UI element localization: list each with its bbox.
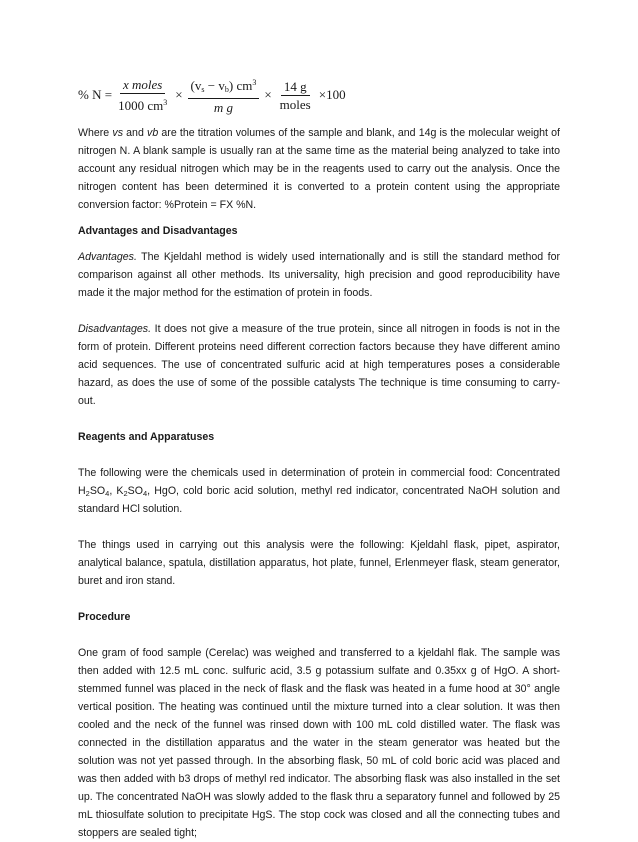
paragraph-disadvantages: Disadvantages. It does not give a measure of the true protein, since all nitrogen in foods is not in the form of protein. Different proteins need different correction factors because they have different amino acid sequences. The use of concentrated sulfuric acid at high temperatures poses a considerable hazard, as does the use of some of the possible catalysts The technique is time consuming to carry-out. xyxy=(78,323,560,407)
fraction-volume xyxy=(188,75,260,115)
f2-num-close: ) cm xyxy=(228,78,253,93)
f2-denominator: m g xyxy=(213,100,233,115)
formula-lhs: % N = xyxy=(78,87,113,102)
heading-procedure: Procedure xyxy=(78,611,131,623)
f2-num-minus: − v xyxy=(204,78,225,93)
paragraph-advantages: Advantages. The Kjeldahl method is widely used internationally and is still the standard method for comparison against all other methods. Its universality, high precision and good reproducibility have made it the major method for the estimation of protein in foods. xyxy=(78,251,560,299)
document-body xyxy=(78,124,560,842)
paragraph-reagents: The following were the chemicals used in determination of protein in commercial food: Concentrated $H_2SO_4$, $K_2SO_4$, HgO, cold boric acid solution, methyl red indicator, concentrated NaOH solution and standard HCl solution. xyxy=(78,467,561,515)
heading-reagents: Reagents and Apparatuses xyxy=(78,431,215,443)
times-sign-1: × xyxy=(175,87,183,102)
label-advantages: Advantages. xyxy=(78,251,137,263)
var-vb: vb xyxy=(147,127,159,139)
paragraph-apparatus: The things used in carrying out this analysis were the following: Kjeldahl flask, pipet, aspirator, analytical balance, spatula, distillation apparatus, hot plate, funnel, Erlenmeyer flask, steam generator, buret and iron stand. xyxy=(78,539,560,587)
nitrogen-formula xyxy=(78,76,398,114)
f2-sub-b: b xyxy=(224,85,229,94)
f2-sub-s: s xyxy=(201,85,205,94)
f3-numerator: 14 g xyxy=(281,79,310,96)
label-disadvantages: Disadvantages. xyxy=(78,323,152,335)
f1-denominator: 1000 cm xyxy=(118,98,164,113)
paragraph-procedure: One gram of food sample (Cerelac) was weighed and transferred to a kjeldahl flak. The sample was then added with 12.5 mL conc. sulfuric acid, 3.5 g potassium sulfate and 0.35xx g of HgO. A short-stemmed funnel was placed in the neck of flask and the flask was heated in a fume hood at 30° angle vertical position. The heating was continued until the mixture turned into a clear solution. It was then cooled and the neck of the funnel was rinsed down with 100 mL cold distilled water. The flask was connected in the distillation apparatus and the water in the steam generator was heated but the solution was not yet passed through. In the absorbing flask, 50 mL of cold boric acid was placed and was then added with b3 drops of methyl red indicator. The absorbing flask was also installed in the set up. The concentrated NaOH was slowly added to the flask thru a separatory funnel and followed by 25 mL thiosulfate solution to precipitate HgS. The stop cock was closed and all the connecting tubes and stoppers are sealed tight; xyxy=(78,647,560,839)
f1-numerator: x moles xyxy=(122,77,163,92)
times-sign-2: × xyxy=(264,87,272,102)
formula-tail: ×100 xyxy=(318,87,346,102)
fraction-moles xyxy=(115,77,170,113)
var-vs: vs xyxy=(112,127,123,139)
f2-exponent: 3 xyxy=(252,78,257,87)
heading-advantages: Advantages and Disadvantages xyxy=(78,225,238,237)
f2-num-open: (v xyxy=(190,78,202,93)
paragraph-variables: Where vs and vb are the titration volumes of the sample and blank, and 14g is the molecular weight of nitrogen N. A blank sample is usually ran at the same time as the material being analyzed to take into account any residual nitrogen which may be in the reagents used to carry out the analysis. Once the nitrogen content has been determined it is converted to a protein content using the appropriate conversion factor: %Protein = FX %N. xyxy=(78,127,560,211)
fraction-molar-mass xyxy=(277,79,314,112)
f1-exponent: 3 xyxy=(163,98,168,107)
f3-denominator: moles xyxy=(279,96,311,112)
